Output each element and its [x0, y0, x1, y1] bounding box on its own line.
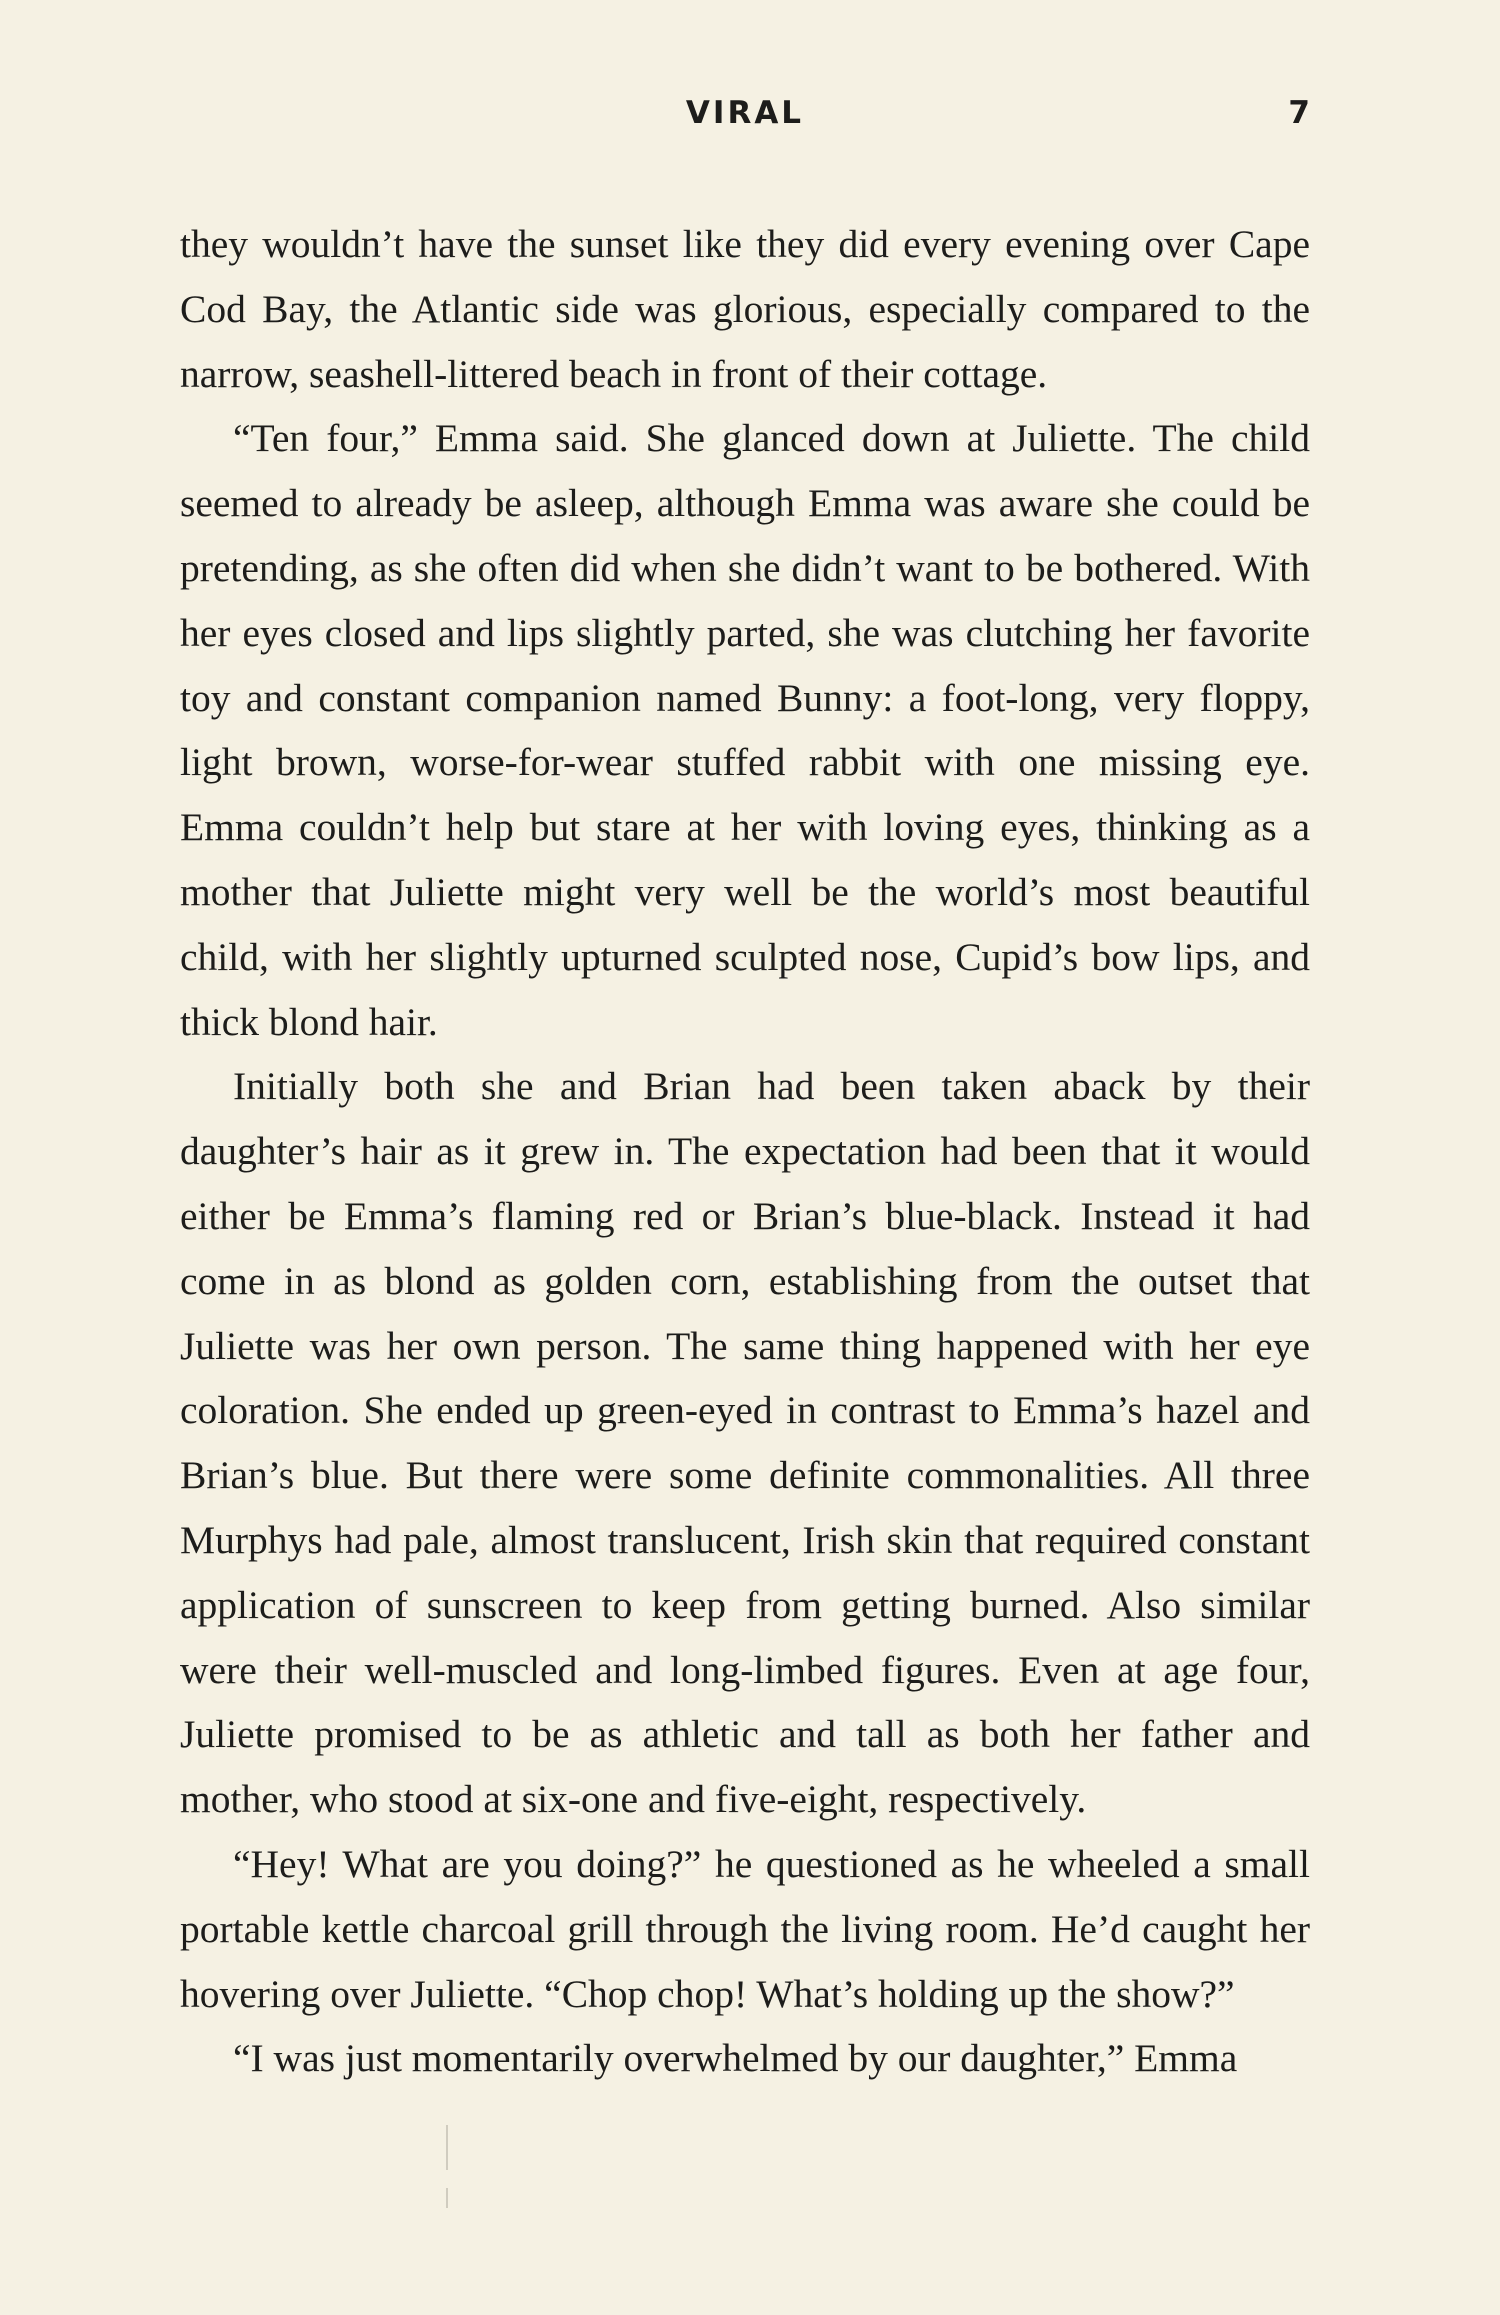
scan-mark: [446, 2125, 448, 2170]
running-head: [180, 95, 1310, 145]
paragraph: they wouldn’t have the sunset like they did every evening over Cape Cod Bay, the Atlantic side was glorious, especially compared to the narrow, seashell-littered beach in front of their cottage.: [180, 222, 1310, 396]
page-number: 7: [1288, 95, 1310, 131]
scan-mark: [446, 2188, 448, 2208]
paragraph: “Ten four,” Emma said. She glanced down at Juliette. The child seemed to already be asleep, although Emma was aware she could be pretending, as she often did when she didn’t want to be bothered. With her eyes closed and lips slightly parted, she was clutching her favorite toy and constant companion named Bunny: a foot-long, very floppy, light brown, worse-for-wear stuffed rabbit with one missing eye. Emma couldn’t help but stare at her with loving eyes, thinking as a mother that Juliette might very well be the world’s most beautiful child, with her slightly upturned sculpted nose, Cupid’s bow lips, and thick blond hair.: [180, 416, 1310, 1044]
paragraph: “Hey! What are you doing?” he questioned as he wheeled a small portable kettle charcoal grill through the living room. He’d caught her hovering over Juliette. “Chop chop! What’s holding up the show?”: [180, 1841, 1310, 2016]
book-title: VIRAL: [685, 95, 805, 131]
paragraph: “I was just momentarily overwhelmed by our daughter,” Emma: [233, 2036, 1238, 2081]
paragraph: Initially both she and Brian had been taken aback by their daughter’s hair as it grew in. The expectation had been that it would either be Emma’s flaming red or Brian’s blue-black. Instead it had come in as blond as golden corn, establishing from the outset that Juliette was her own person. The same thing happened with her eye coloration. She ended up green-eyed in contrast to Emma’s hazel and Brian’s blue. But there were some definite commonalities. All three Murphys had pale, almost translucent, Irish skin that required constant application of sunscreen to keep from getting burned. Also similar were their well-muscled and long-limbed figures. Even at age four, Juliette promised to be as athletic and tall as both her father and mother, who stood at six-one and five-eight, respectively.: [180, 1064, 1310, 1822]
body-text: [180, 212, 1310, 2091]
